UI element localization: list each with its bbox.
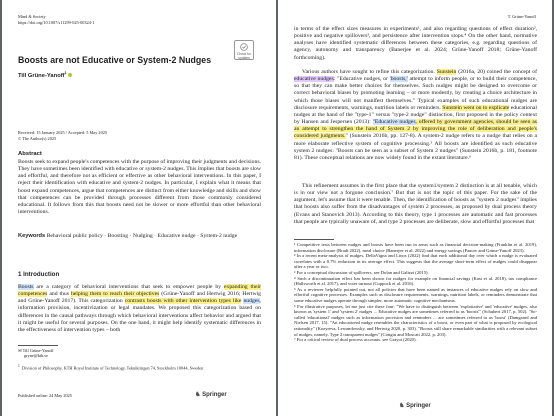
footnote-1: ¹ Competitive tests between nudges and boosts have been run in areas such as financial decision-making (Franklin et al. 2019), information disclosure (Bradt 2022), meal choice (Banerjee et al. 2022) and energy savings (Pautov and Grüne-Yanoff 2023).: [294, 242, 537, 253]
keywords: Keywords Behavioral public policy · Boosting · Nudging · Educative nudge · System-2 nudge: [18, 233, 238, 239]
right-page: [278, 0, 552, 416]
footnote-2: ² In a recent meta-analysis of nudges, DellaVigna and Linos (2022) find that each additional day over which a nudge is evaluated correlates with a 0.7% reduction in its average effect. This suggests that the average short-term effect of nudges could disappear after a year or two.: [294, 253, 537, 270]
affiliation: $^1$ Division of Philosophy, KTH Royal Institute of Technology, Teknikringen 74, Stockholm 10044, Sweden: [18, 364, 204, 371]
left-page: [2, 0, 276, 416]
footnote-4: ⁴ Such a discontinuation effect has been shown for nudges for example on financial savings (Kast et al. 2018), tax compliance (Hallsworth et al. 2017), and voter turnout (Coppock et al. 2016).: [294, 275, 537, 287]
footnotes: [294, 242, 537, 343]
publisher-logo: ♞ Springer: [399, 403, 431, 409]
footnote-3: ³ For a conceptual discussion of spillovers, see Dolan and Galizzi (2015).: [294, 269, 429, 275]
copyright: © The Author(s) 2025: [18, 136, 57, 141]
publisher-logo: ♞ Springer: [195, 392, 227, 398]
footnote-7: ⁷ For a critical review of dual process accounts, see Grayot (2020).: [294, 337, 417, 343]
footnote-5: ⁵ As a reviewer helpfully pointed out, not all policies that have been named as instances of educative nudges rely on slow and effortful cognitive processes. Examples such as disclosure requirements, warnings, nutrition labels, or reminders demonstrate that some educative nudges operate through simpler, more automatic cognitive mechanisms.: [294, 286, 537, 303]
footnote-divider: [18, 345, 58, 346]
footnote-6: ⁶ For illustrative purposes, let me just cite these four: "We have to distinguish between 'exploitative' and 'educative' nudges, also known as 'system 1' and 'system 2' nudges ... Educative nudges are sometimes referred to as 'boosts'" (Schubert 2017, p. 502). "So-called 'educational' nudges such as information provision and reminders ... are sometimes referred to as 'boost' (Damgaard and Nielsen 2017, 15). "An educational nudge resembles the characteristics of a boost, or even part of what is proposed by ecological rationality" (Kozyreva, Lewandowsky, and Hertwig 2020, p. 303). "Boosts still share remarkable similarities with a relevant subset of nudges, namely, Type 2 transparent nudges" (Congiu and Moscati 2022, p. 203).: [294, 303, 537, 337]
paper-title: Boosts are not Educative or System-2 Nudges: [18, 55, 212, 65]
received-dates: Received: 15 January 2025 / Accepted: 5 May 2025: [18, 130, 108, 135]
springer-horse-icon: ♞: [195, 392, 201, 398]
doi-link[interactable]: https://doi.org/10.1007/s11299-025-00324-1: [18, 19, 95, 25]
abstract-heading: Abstract: [18, 151, 42, 157]
paragraph-1: in terms of the effect sizes measures in experiments¹, and also regarding questions of effect duration², positive and negative spillovers³, and persistence after intervention stops.⁴ On the other hand, normative analyses have identified systematic differences between these categories, e.g. regarding questions of agency, autonomy and transparency (Banerjee et al. 2024; Grüne-Yanoff 2018; Grüne-Yanoff forthcoming).: [294, 26, 537, 61]
running-head: T. Grüne-Yanoff: [507, 14, 536, 19]
check-for-updates-badge[interactable]: Check for updates: [234, 40, 254, 60]
published-date: Published online: 24 May 2025: [18, 393, 72, 398]
author-email[interactable]: gryne@kth.se: [24, 353, 48, 359]
paragraph-2: Various authors have sought to refine this categorization. Sunstein (2016a, 20) coined the concept of educative nudges: "Educative nudges, or 'boosts,' attempt to inform people, or to build their competence, so that they can make better choices for themselves. Such nudges might be designed to overcome or correct behavioral biases by promoting learning – or more modestly, by creating a choice architecture in which those biases will not manifest themselves." Typical examples of such educational nudges are disclosure requirements, warnings, nutrition labels or reminders. Sunstein went on to explicate educational nudges at the hand of the "type-1" versus "type-2 nudge" distinction, first proposed in the policy context by Hansen and Jespersen (2013): "Educative nudges, offered by government agencies, should be seen as an attempt to strengthen the hand of System 2 by improving the role of deliberation and people's considered judgments." (Sunstein 2016b, pp. 127-8). A system-2 nudge refers to a nudge that relies on a more elaborate reflective system of cognitive processing.⁵ All boosts are identified as such educative system 2 nudges: "Boosts can be seen as a subset of System 2 nudges" (Sunstein 2016b, p. 181, footnote 81). These conceptual relations are now widely found in the extant literature.⁶: [294, 69, 538, 161]
orcid-icon[interactable]: [68, 73, 72, 77]
springer-horse-icon: ♞: [399, 403, 405, 409]
journal-name: Mind & Society: [18, 14, 46, 19]
update-icon: [239, 43, 249, 51]
mail-icon: ✉: [18, 348, 22, 353]
abstract-text: Boosts seek to expand people's competences with the purpose of improving their judgments and decisions. They have sometimes been identified with educative or system-2 nudges. This implies that boosts are slow and effortful, and therefore not as efficient or effective as other behavioral interventions. In this paper, I reject their identification with educative and system-2 nudges. In particular, I explain what it means that boost expand competences, argue that competences are distinct from either knowledge and skills and show that competences can be provided through processes different from those commonly considered educational. It follows from this that boosts need not be slower or more effortful than other behavioral interventions.: [18, 159, 261, 216]
paragraph-3: This refinement assumes in the first place that the system1/system 2 distinction is at all tenable, which is in our view not a forgone conclusion.⁷ But that is not the topic of this paper. For the sake of the argument, let's assume that it were tenable. Then, the identification of boosts as "system 2 nudges" implies that boosts also suffer from the disadvantages of system 2 processes, as proposed by dual process theory (Evans and Stanovich 2013). According to this theory, type 1 processes are automatic and fast processes that people are typically unaware of, and type 2 processes are deliberate, slow and effortful processes that: [294, 183, 537, 225]
intro-paragraph: Boosts are a category of behavioral interventions that seek to empower people by expanding their competences and thus helping them to reach their objectives (Grüne-Yanoff and Hertwig 2016; Hertwig and Grüne-Yanoff 2017). This categorization contrasts boosts with other intervention types like nudges, information provision, incentivization or legal mandates. We proposed this categorization based on differences in the causal pathways through which behavioral interventions affect behavior and argued that it might be useful for several purposes. On the one hand, it might help identify systematic differences in the effectiveness of intervention types – both: [18, 284, 261, 333]
author-name[interactable]: Till Grüne-Yanoff$^1$: [18, 71, 218, 79]
section-heading-introduction: 1 Introduction: [18, 271, 60, 278]
corresponding-author[interactable]: ✉ Till Grüne-Yanoff gryne@kth.se: [18, 348, 54, 359]
footnote-divider: [294, 239, 334, 240]
